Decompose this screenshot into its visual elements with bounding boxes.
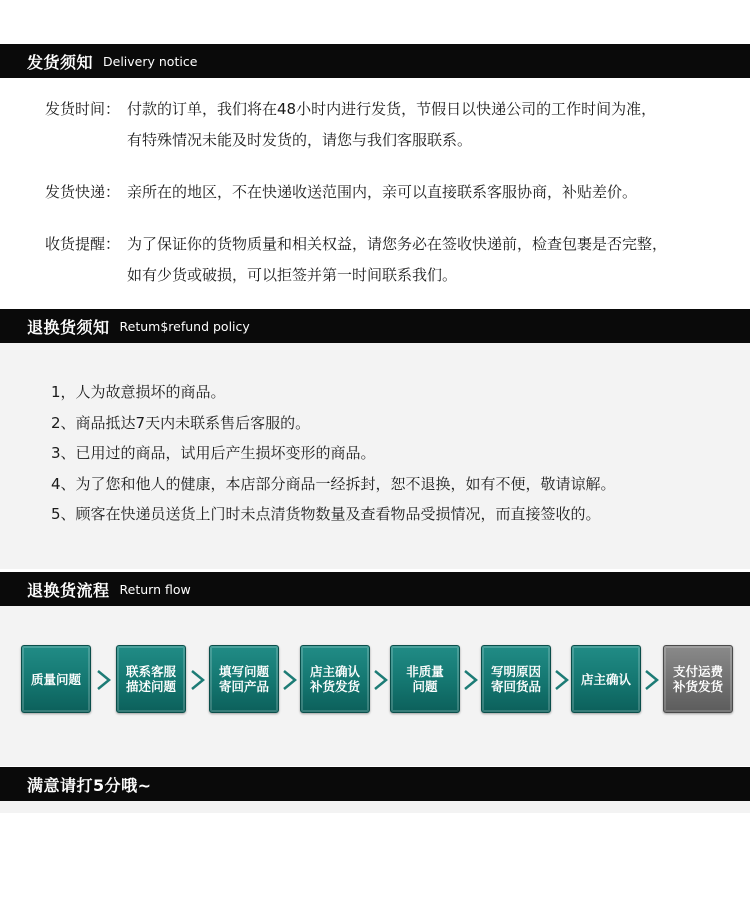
delivery-item-line: 付款的订单，我们将在48小时内进行发货，节假日以快递公司的工作时间为准，: [127, 100, 657, 118]
chevron-right-icon: [189, 669, 207, 691]
flow-step: 非质量 问题: [390, 645, 460, 713]
flow-step: 填写问题 寄回产品: [209, 645, 279, 713]
chevron-right-icon: [553, 669, 571, 691]
refund-item: 3、已用过的商品，试用后产生损坏变形的商品。: [51, 444, 376, 462]
delivery-item-label: 发货快递：: [45, 183, 121, 201]
delivery-item-label: 收货提醒：: [45, 235, 121, 253]
refund-title-en: Retum$refund policy: [119, 318, 250, 334]
flow-header: [0, 572, 750, 606]
delivery-header: [0, 44, 750, 78]
delivery-title-en: Delivery notice: [103, 53, 198, 69]
flow-step: 店主确认: [571, 645, 641, 713]
flow-title: 退换货流程: [27, 580, 110, 600]
refund-header: [0, 309, 750, 343]
delivery-item-line: 有特殊情况未能及时发货的，请您与我们客服联系。: [127, 131, 473, 149]
flow-step: 联系客服 描述问题: [116, 645, 186, 713]
delivery-item-label: 发货时间：: [45, 100, 121, 118]
refund-item: 4、为了您和他人的健康，本店部分商品一经拆封，恕不退换，如有不便，敬请谅解。: [51, 474, 616, 493]
delivery-item-express: [45, 177, 638, 208]
chevron-right-icon: [281, 669, 299, 691]
delivery-item-line: 如有少货或破损，可以拒签并第一时间联系我们。: [127, 266, 458, 284]
refund-item: 2、商品抵达7天内未联系售后客服的。: [51, 413, 311, 432]
chevron-right-icon: [462, 669, 480, 691]
flow-step-final: 支付运费 补货发货: [663, 645, 733, 713]
delivery-item-line: 亲所在的地区，不在快递收送范围内，亲可以直接联系客服协商，补贴差价。: [127, 183, 638, 201]
delivery-item-time: [45, 94, 657, 149]
flow-step: 质量问题: [21, 645, 91, 713]
flow-title-en: Return flow: [119, 581, 191, 597]
rating-panel: [0, 801, 750, 813]
refund-item: 5、顾客在快递员送货上门时未点清货物数量及查看物品受损情况，而直接签收的。: [51, 505, 601, 523]
refund-title: 退换货须知: [27, 317, 110, 337]
chevron-right-icon: [95, 669, 113, 691]
refund-list: [51, 377, 616, 530]
rating-header: [0, 767, 750, 801]
rating-title: 满意请打5分哦~: [27, 775, 152, 795]
delivery-item-reminder: [45, 229, 668, 284]
flow-step: 店主确认 补货发货: [300, 645, 370, 713]
delivery-title: 发货须知: [27, 52, 94, 72]
chevron-right-icon: [372, 669, 390, 691]
chevron-right-icon: [643, 669, 661, 691]
flow-diagram: [21, 645, 733, 715]
refund-item: 1，人为故意损坏的商品。: [51, 383, 226, 401]
flow-step: 写明原因 寄回货品: [481, 645, 551, 713]
delivery-item-line: 为了保证你的货物质量和相关权益，请您务必在签收快递前，检查包裹是否完整，: [127, 235, 668, 253]
